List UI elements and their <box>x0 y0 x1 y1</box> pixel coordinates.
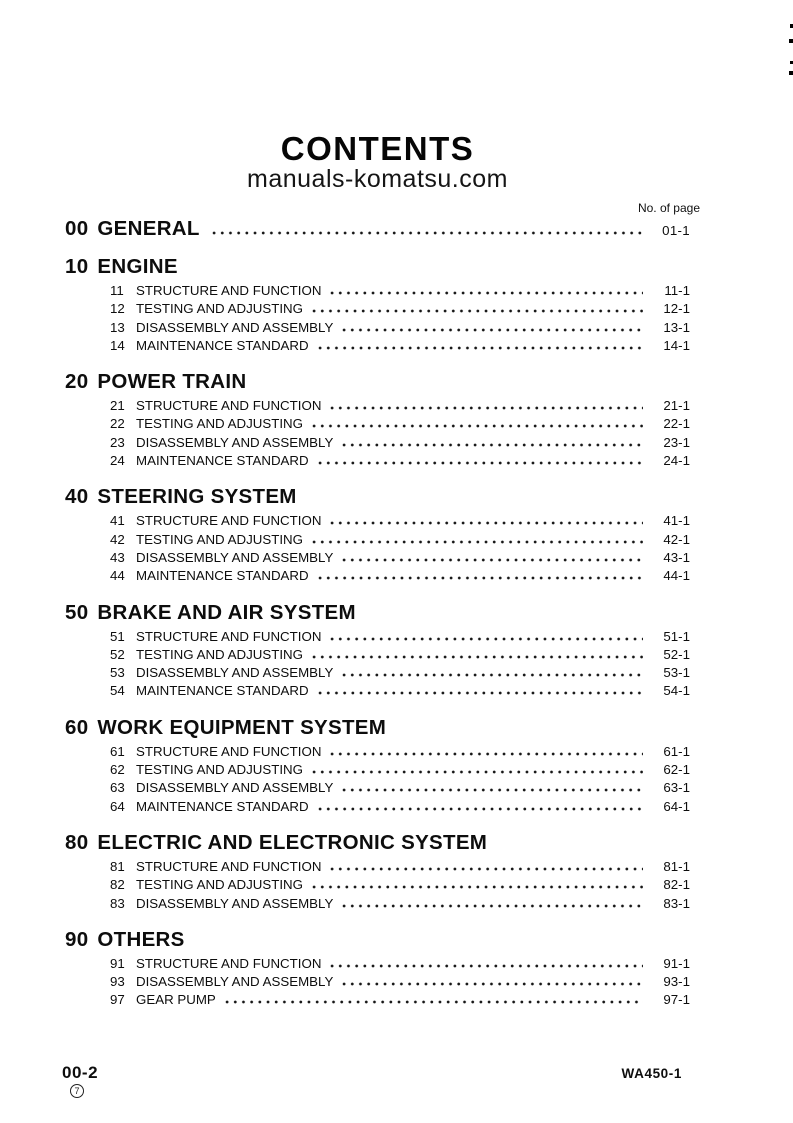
item-page-number: 63-1 <box>663 780 690 796</box>
dot-leader <box>310 885 643 889</box>
toc-item <box>65 567 690 585</box>
toc-item <box>65 628 690 646</box>
toc-item <box>65 798 690 816</box>
table-of-contents <box>65 218 690 1026</box>
item-page-number: 81-1 <box>663 858 690 874</box>
item-number: 12 <box>110 301 125 317</box>
page-title: CONTENTS <box>280 130 475 167</box>
toc-section <box>65 602 690 701</box>
item-page-number: 82-1 <box>663 877 690 893</box>
item-title: DISASSEMBLY AND ASSEMBLY <box>136 780 334 796</box>
section-number: 60 <box>65 715 89 739</box>
edition-mark-icon: 7 <box>70 1084 84 1098</box>
watermark-text: manuals-komatsu.com <box>247 165 508 193</box>
item-number: 21 <box>110 398 125 414</box>
toc-item <box>65 300 690 318</box>
item-page-number: 42-1 <box>663 531 690 547</box>
item-title: STRUCTURE AND FUNCTION <box>136 398 322 414</box>
section-number: 90 <box>65 927 89 951</box>
item-title: MAINTENANCE STANDARD <box>136 798 309 814</box>
section-title: WORK EQUIPMENT SYSTEM <box>97 715 387 739</box>
item-title: TESTING AND ADJUSTING <box>136 762 303 778</box>
item-number: 97 <box>110 992 125 1008</box>
item-title: MAINTENANCE STANDARD <box>136 568 309 584</box>
item-page-number: 91-1 <box>663 955 690 971</box>
dot-leader <box>310 424 643 428</box>
item-page-number: 23-1 <box>663 434 690 450</box>
dot-leader <box>316 576 643 580</box>
dot-leader <box>340 558 643 562</box>
item-title: STRUCTURE AND FUNCTION <box>136 858 322 874</box>
item-number: 53 <box>110 665 125 681</box>
item-number: 54 <box>110 683 125 699</box>
item-title: MAINTENANCE STANDARD <box>136 683 309 699</box>
toc-item <box>65 282 690 300</box>
section-header-row <box>65 218 690 240</box>
item-title: STRUCTURE AND FUNCTION <box>136 513 322 529</box>
item-number: 14 <box>110 337 125 353</box>
item-page-number: 51-1 <box>663 628 690 644</box>
dot-leader <box>310 540 643 544</box>
footer-page-number: 00-2 <box>62 1063 99 1082</box>
dot-leader <box>210 231 643 235</box>
dot-leader <box>340 328 643 332</box>
toc-section <box>65 929 690 1010</box>
item-number: 64 <box>110 798 125 814</box>
dot-leader <box>316 461 643 465</box>
toc-section <box>65 832 690 913</box>
document-header <box>65 130 690 194</box>
toc-item <box>65 858 690 876</box>
section-title: ELECTRIC AND ELECTRONIC SYSTEM <box>97 830 488 854</box>
item-number: 24 <box>110 453 125 469</box>
section-header-row <box>65 486 690 508</box>
section-header-row <box>65 256 690 278</box>
item-title: DISASSEMBLY AND ASSEMBLY <box>136 974 334 990</box>
toc-item <box>65 664 690 682</box>
item-title: DISASSEMBLY AND ASSEMBLY <box>136 319 334 335</box>
item-title: MAINTENANCE STANDARD <box>136 337 309 353</box>
toc-section <box>65 717 690 816</box>
item-page-number: 43-1 <box>663 549 690 565</box>
item-page-number: 14-1 <box>663 337 690 353</box>
toc-item <box>65 512 690 530</box>
toc-section <box>65 371 690 470</box>
item-number: 42 <box>110 531 125 547</box>
toc-item <box>65 682 690 700</box>
item-page-number: 44-1 <box>663 568 690 584</box>
item-title: MAINTENANCE STANDARD <box>136 453 309 469</box>
toc-item <box>65 761 690 779</box>
section-title: POWER TRAIN <box>97 370 247 394</box>
scan-artifact <box>789 39 793 43</box>
item-page-number: 13-1 <box>663 319 690 335</box>
dot-leader <box>340 443 643 447</box>
toc-item <box>65 876 690 894</box>
item-number: 61 <box>110 743 125 759</box>
toc-section <box>65 486 690 585</box>
item-number: 22 <box>110 416 125 432</box>
toc-item <box>65 549 690 567</box>
dot-leader <box>328 406 643 410</box>
dot-leader <box>328 521 643 525</box>
item-page-number: 12-1 <box>663 301 690 317</box>
item-number: 52 <box>110 646 125 662</box>
item-title: TESTING AND ADJUSTING <box>136 531 303 547</box>
item-number: 23 <box>110 434 125 450</box>
item-title: TESTING AND ADJUSTING <box>136 877 303 893</box>
item-number: 91 <box>110 955 125 971</box>
toc-section <box>65 256 690 355</box>
item-page-number: 93-1 <box>663 974 690 990</box>
model-number: WA450-1 <box>621 1066 682 1081</box>
section-number: 20 <box>65 370 89 394</box>
dot-leader <box>328 964 643 968</box>
item-title: DISASSEMBLY AND ASSEMBLY <box>136 665 334 681</box>
item-page-number: 62-1 <box>663 762 690 778</box>
toc-item <box>65 452 690 470</box>
toc-item <box>65 646 690 664</box>
section-page-number: 01-1 <box>662 223 690 238</box>
toc-item <box>65 531 690 549</box>
dot-leader <box>310 655 643 659</box>
dot-leader <box>316 346 643 350</box>
section-number: 80 <box>65 830 89 854</box>
item-page-number: 22-1 <box>663 416 690 432</box>
item-number: 81 <box>110 858 125 874</box>
item-number: 62 <box>110 762 125 778</box>
item-page-number: 11-1 <box>664 283 690 298</box>
item-page-number: 24-1 <box>663 453 690 469</box>
dot-leader <box>316 691 643 695</box>
section-number: 00 <box>65 217 89 240</box>
item-number: 82 <box>110 877 125 893</box>
toc-item <box>65 779 690 797</box>
item-page-number: 97-1 <box>663 992 690 1008</box>
dot-leader <box>340 982 643 986</box>
item-number: 43 <box>110 549 125 565</box>
toc-item <box>65 895 690 913</box>
item-number: 83 <box>110 895 125 911</box>
item-number: 51 <box>110 628 125 644</box>
section-title: STEERING SYSTEM <box>97 485 297 509</box>
section-header-row <box>65 832 690 854</box>
item-number: 63 <box>110 780 125 796</box>
section-title: OTHERS <box>97 927 185 951</box>
toc-item <box>65 991 690 1009</box>
item-number: 44 <box>110 568 125 584</box>
section-title: ENGINE <box>97 255 178 278</box>
toc-item <box>65 973 690 991</box>
dot-leader <box>310 770 643 774</box>
section-title: BRAKE AND AIR SYSTEM <box>97 600 356 624</box>
dot-leader <box>328 291 643 295</box>
item-page-number: 52-1 <box>663 646 690 662</box>
item-title: DISASSEMBLY AND ASSEMBLY <box>136 434 334 450</box>
toc-item <box>65 337 690 355</box>
dot-leader <box>340 673 643 677</box>
item-title: TESTING AND ADJUSTING <box>136 646 303 662</box>
item-title: GEAR PUMP <box>136 992 216 1008</box>
item-page-number: 53-1 <box>663 665 690 681</box>
item-number: 41 <box>110 513 125 529</box>
section-title: GENERAL <box>97 217 200 240</box>
section-number: 40 <box>65 485 89 509</box>
section-header-row <box>65 602 690 624</box>
item-page-number: 83-1 <box>663 895 690 911</box>
dot-leader <box>310 309 643 313</box>
dot-leader <box>328 637 643 641</box>
toc-item <box>65 743 690 761</box>
section-header-row <box>65 717 690 739</box>
item-title: DISASSEMBLY AND ASSEMBLY <box>136 549 334 565</box>
item-title: STRUCTURE AND FUNCTION <box>136 955 322 971</box>
toc-item <box>65 434 690 452</box>
item-title: STRUCTURE AND FUNCTION <box>136 628 322 644</box>
toc-item <box>65 397 690 415</box>
item-title: TESTING AND ADJUSTING <box>136 301 303 317</box>
dot-leader <box>316 807 643 811</box>
section-number: 50 <box>65 600 89 624</box>
dot-leader <box>328 867 643 871</box>
page-number-column-label: No. of page <box>637 201 700 215</box>
toc-item <box>65 319 690 337</box>
item-title: STRUCTURE AND FUNCTION <box>136 283 322 298</box>
item-title: TESTING AND ADJUSTING <box>136 416 303 432</box>
item-page-number: 64-1 <box>663 798 690 814</box>
section-header-row <box>65 371 690 393</box>
item-number: 13 <box>110 319 125 335</box>
item-page-number: 54-1 <box>663 683 690 699</box>
item-number: 93 <box>110 974 125 990</box>
dot-leader <box>223 1000 643 1004</box>
item-page-number: 41-1 <box>663 513 690 529</box>
item-title: DISASSEMBLY AND ASSEMBLY <box>136 895 334 911</box>
dot-leader <box>340 788 643 792</box>
dot-leader <box>328 752 643 756</box>
item-page-number: 61-1 <box>663 743 690 759</box>
scan-artifact <box>789 71 793 75</box>
section-number: 10 <box>65 255 89 278</box>
toc-item <box>65 955 690 973</box>
toc-section <box>65 218 690 240</box>
item-page-number: 21-1 <box>663 398 690 414</box>
section-header-row <box>65 929 690 951</box>
dot-leader <box>340 904 643 908</box>
item-number: 11 <box>110 283 124 298</box>
toc-item <box>65 415 690 433</box>
item-title: STRUCTURE AND FUNCTION <box>136 743 322 759</box>
